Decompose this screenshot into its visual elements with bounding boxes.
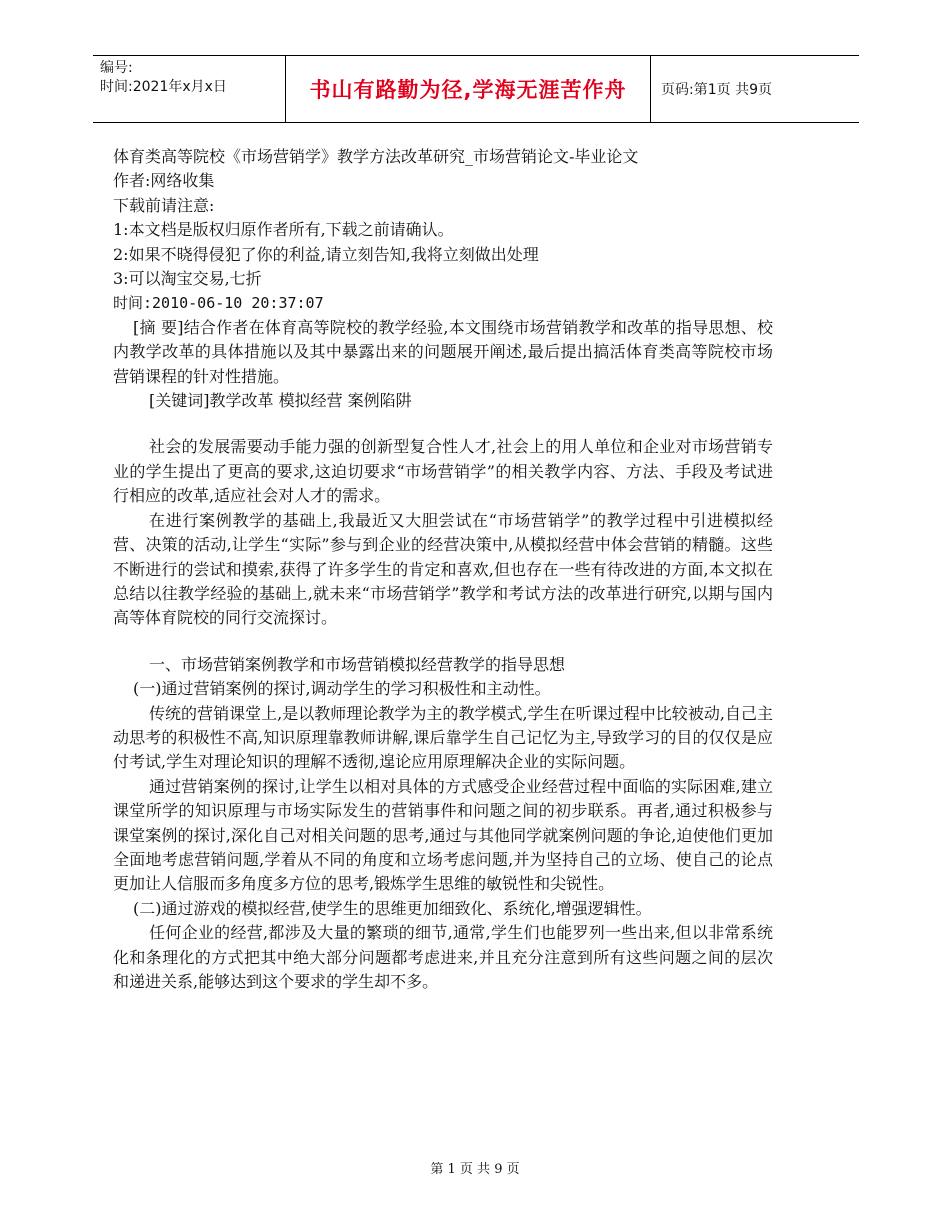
page-label: 页码:第1页 共9页 [661,82,772,98]
notice-2: 2:如果不晓得侵犯了你的利益,请立刻告知,我将立刻做出处理 [113,244,539,264]
doc-time: 时间:2010-06-10 20:37:07 [113,294,324,313]
spacer [113,413,773,435]
notice-3: 3:可以淘宝交易,七折 [113,269,262,289]
subheading-1: (一)通过营销案例的探讨,调动学生的学习积极性和主动性。 [133,679,551,699]
paragraph-3: 传统的营销课堂上,是以教师理论教学为主的教学模式,学生在听课过程中比较被动,自己主动思考的积极性不高,知识原理靠教师讲解,课后靠学生自己记忆为主,导致学习的目的仅仅是应付考试,学生对理论知识的理解不透彻,遑论应用原理解决企业的实际问题。 [113,703,773,772]
page-footer: 第 1 页 共 9 页 [430,1162,520,1177]
header-page-cell [651,56,859,122]
notice-heading: 下载前请注意: [113,195,215,215]
paragraph-2: 在进行案例教学的基础上,我最近又大胆尝试在“市场营销学”的教学过程中引进模拟经营、决策的活动,让学生“实际”参与到企业的经营决策中,从模拟经营中体会营销的精髓。这些不断进行的尝试和摸索,获得了许多学生的肯定和喜欢,但也存在一些有待改进的方面,本文拟在总结以往教学经验的基础上,就未来“市场营销学”教学和考试方法的改革进行研究,以期与国内高等体育院校的同行交流探讨。 [113,510,773,628]
doc-title: 体育类高等院校《市场营销学》教学方法改革研究_市场营销论文-毕业论文 [113,147,639,166]
paragraph-5: 任何企业的经营,都涉及大量的繁琐的细节,通常,学生们也能罗列一些出来,但以非常系统化和条理化的方式把其中绝大部分问题都考虑进来,并且充分注意到所有这些问题之间的层次和递进关系,能够达到这个要求的学生却不多。 [113,923,773,991]
spacer [113,631,773,653]
time-label: 时间:2021年x月x日 [100,79,227,95]
code-label: 编号: [100,60,133,76]
section-heading-1: 一、市场营销案例教学和市场营销模拟经营教学的指导思想 [149,654,566,674]
header-info [93,56,285,122]
paragraph-1: 社会的发展需要动手能力强的创新型复合性人才,社会上的用人单位和企业对市场营销专业的学生提出了更高的要求,这迫切要求“市场营销学”的相关教学内容、方法、手段及考试进行相应的改革,适应社会对人才的需求。 [113,437,773,506]
doc-author: 作者:网络收集 [113,171,215,191]
motto: 书山有路勤为径,学海无涯苦作舟 [309,78,627,102]
keywords: [关键词]教学改革 模拟经营 案例陷阱 [149,391,412,411]
header-motto-cell [285,56,651,122]
document-body [113,145,773,994]
page-header [93,55,859,123]
abstract: [摘 要]结合作者在体育高等院校的教学经验,本文围绕市场营销教学和改革的指导思想、校内教学改革的具体措施以及其中暴露出来的问题展开阐述,最后提出搞活体育类高等院校市场营销课程的针对性措施。 [113,317,773,386]
notice-1: 1:本文档是版权归原作者所有,下载之前请确认。 [113,220,454,240]
subheading-2: (二)通过游戏的模拟经营,使学生的思维更加细致化、系统化,增强逻辑性。 [133,898,652,918]
paragraph-4: 通过营销案例的探讨,让学生以相对具体的方式感受企业经营过程中面临的实际困难,建立课堂所学的知识原理与市场实际发生的营销事件和问题之间的初步联系。再者,通过积极参与课堂案例的探讨,深化自己对相关问题的思考,通过与其他同学就案例问题的争论,迫使他们更加全面地考虑营销问题,学着从不同的角度和立场考虑问题,并为坚持自己的立场、使自己的论点更加让人信服而多角度多方位的思考,锻炼学生思维的敏锐性和尖锐性。 [113,776,773,894]
